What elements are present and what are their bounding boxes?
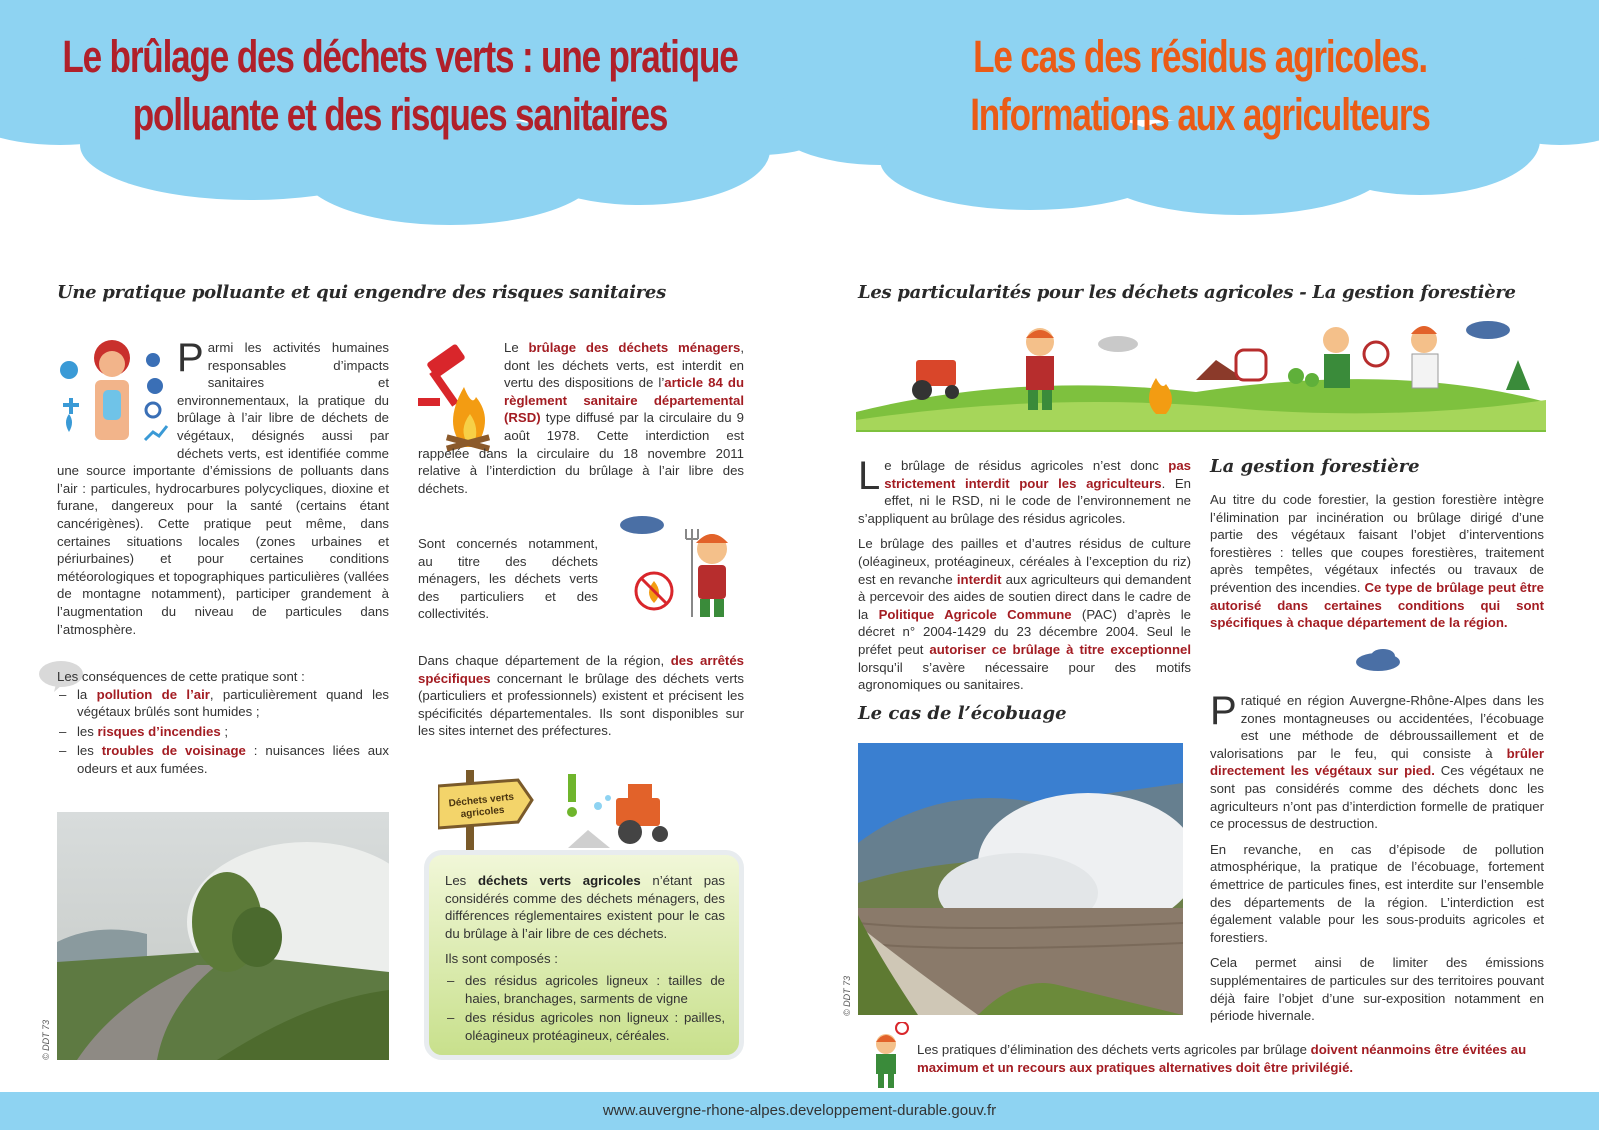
footer-url[interactable]: www.auvergne-rhone-alpes.developpement-durable.gouv.fr bbox=[602, 1102, 997, 1119]
farm-illustration bbox=[856, 320, 1546, 432]
list-item: – les troubles de voisinage : nuisances liées aux odeurs et aux fumées. bbox=[57, 742, 389, 777]
ecobuage-heading: Le cas de l’écobuage bbox=[858, 703, 1067, 724]
col4-paragraph-1: Au titre du code forestier, la gestion forestière intègre l’élimination par incinération ou brûlage dirigé d’une partie des végétaux faisant l’objet d’interventions forestières : telles que coupes forestières, traitement après tempêtes, végétaux infectés ou travaux de prévention des incendies. Ce type de brûlage peut être autorisé dans certaines conditions qui sont spécifiques à chaque département de la région. bbox=[1210, 492, 1544, 631]
sign-label: Déchets verts agricoles bbox=[448, 791, 515, 821]
col2-paragraph-1: Le brûlage des déchets ménagers, dont les déchets verts, est interdit en vertu des dispositions de l’article 84 du règlement sanitaire départemental (RSD) type diffusé par la circulaire du 9 août 1978. Cette interdiction est rappelée dans la circulaire du 18 novembre 2011 relative à l’interdiction du brûlage à l’air libre des déchets. bbox=[418, 340, 744, 496]
col2-paragraph-2: Sont concernés notamment, au titre des déchets ménagers, les déchets verts des particuliers et des collectivités. bbox=[418, 536, 598, 622]
forest-heading: La gestion forestière bbox=[1210, 456, 1420, 477]
list-item: – les risques d’incendies ; bbox=[57, 723, 389, 741]
farmer-warning-icon bbox=[870, 1022, 910, 1090]
dropcap: P bbox=[177, 336, 204, 380]
bottom-note: Les pratiques d’élimination des déchets verts agricoles par brûlage doivent néanmoins être évitées au maximum et un recours aux pratiques alternatives doit être privilégié. bbox=[917, 1042, 1527, 1075]
col3-text: Le brûlage de résidus agricoles n’est donc pas strictement interdit pour les agriculteurs. En effet, ni le RSD, ni le code de l’environnement ne s’appliquent au brûlage des résidus agricoles. Le brûlage des pailles et d’autres résidus de culture (oléagineux, protéagineux, céréales à l’exception du riz) est en revanche interdit aux agriculteurs qui demandent à percevoir des aides de soutien direct dans le cadre de la Politique Agricole Commune (PAC) d’après le décret n° 2004-1429 du 23 décembre 2004. Seul le préfet peut autoriser ce brûlage à titre exceptionnel lorsqu’il s’avère nécessaire pour des motifs agronomiques ou sanitaires. bbox=[858, 454, 1192, 693]
farmer-no-fire-icon bbox=[612, 515, 742, 620]
right-section-heading: Les particularités pour les déchets agricoles - La gestion forestière bbox=[858, 282, 1516, 303]
smoke-road-photo bbox=[57, 812, 389, 1060]
ecobuage-photo bbox=[858, 743, 1183, 1015]
col1-intro-text: Parmi les activités humaines responsables d’impacts sanitaires et environnementaux, la pratique du brûlage à l’air libre de déchets de végétaux, désignés aussi par déchets verts, est identifiée comme une source importante d’émissions de polluants dans l’air : particules, hydrocarbures polycycliques, dioxine et furane, dangereux pour la santé (certains étant cancérigènes). Cette pratique peut même, dans certaines situations locales (zones urbaines et périurbaines) et pour certaines conditions météorologiques et topographiques particulières (vallées de montagne notamment), participer grandement à l’augmentation du niveau de particules dans l’atmosphère. bbox=[57, 336, 389, 637]
consequences-list bbox=[57, 686, 389, 778]
right-main-title: Le cas des résidus agricoles. Informations aux agriculteurs bbox=[970, 31, 1430, 140]
small-cloud-icon bbox=[1353, 648, 1403, 672]
col2-paragraph-3: Dans chaque département de la région, des arrêtés spécifiques concernant le brûlage des déchets verts (particuliers et professionnels) existent et précisent les spécificités départementales. Ils sont disponibles sur les sites internet des préfectures. bbox=[418, 653, 744, 739]
photo-credit: © DDT 73 bbox=[842, 975, 852, 1016]
list-item: – la pollution de l’air, particulièrement quand les végétaux brûlés sont humides ; bbox=[57, 686, 389, 721]
photo-credit: © DDT 73 bbox=[41, 1019, 51, 1060]
col4-text: Pratiqué en région Auvergne-Rhône-Alpes dans les zones montagneuses ou accidentées, l’écobuage est une méthode de débroussaillement et de valorisations par le feu, qui consiste à brûler directement les végétaux sur pied. Ces végétaux ne sont pas considérés comme des déchets donc les agriculteurs n’ont pas d’interdiction formelle de pratiquer ce processus de destruction. En revanche, en cas d’épisode de pollution atmosphérique, la pratique de l’écobuage, fortement émettrice de particules fines, est interdite sur l’ensemble des départements de la région. L’interdiction est également valable pour les sous-produits agricoles et forestiers. Cela permet ainsi de limiter des émissions supplémentaires de particules sur des territoires pouvant déjà faire l’objet d’une sur-exposition notamment en période hivernale. bbox=[1210, 689, 1544, 1024]
left-section-heading: Une pratique polluante et qui engendre des risques sanitaires bbox=[57, 282, 666, 303]
consequences-intro: Les conséquences de cette pratique sont : bbox=[57, 669, 305, 684]
footer-bar bbox=[0, 1092, 1599, 1130]
green-box-text: Les déchets verts agricoles n’étant pas considérés comme des déchets ménagers, des différences réglementaires existent pour le cas du brûlage à l’air libre de ces déchets. Ils sont composés : – des résidus agricoles ligneux : tailles de haies, branchages, sarments de vigne – des résidus agricoles non ligneux : pailles, oléagineux protéagineux, céréales. bbox=[445, 872, 725, 1046]
list-item: – des résidus agricoles non ligneux : pailles, oléagineux protéagineux, céréales. bbox=[445, 1009, 725, 1044]
consequences-block bbox=[57, 668, 389, 780]
left-main-title: Le brûlage des déchets verts : une pratique polluante et des risques sanitaires bbox=[62, 31, 738, 140]
list-item: – des résidus agricoles ligneux : tailles de haies, branchages, sarments de vigne bbox=[445, 972, 725, 1007]
